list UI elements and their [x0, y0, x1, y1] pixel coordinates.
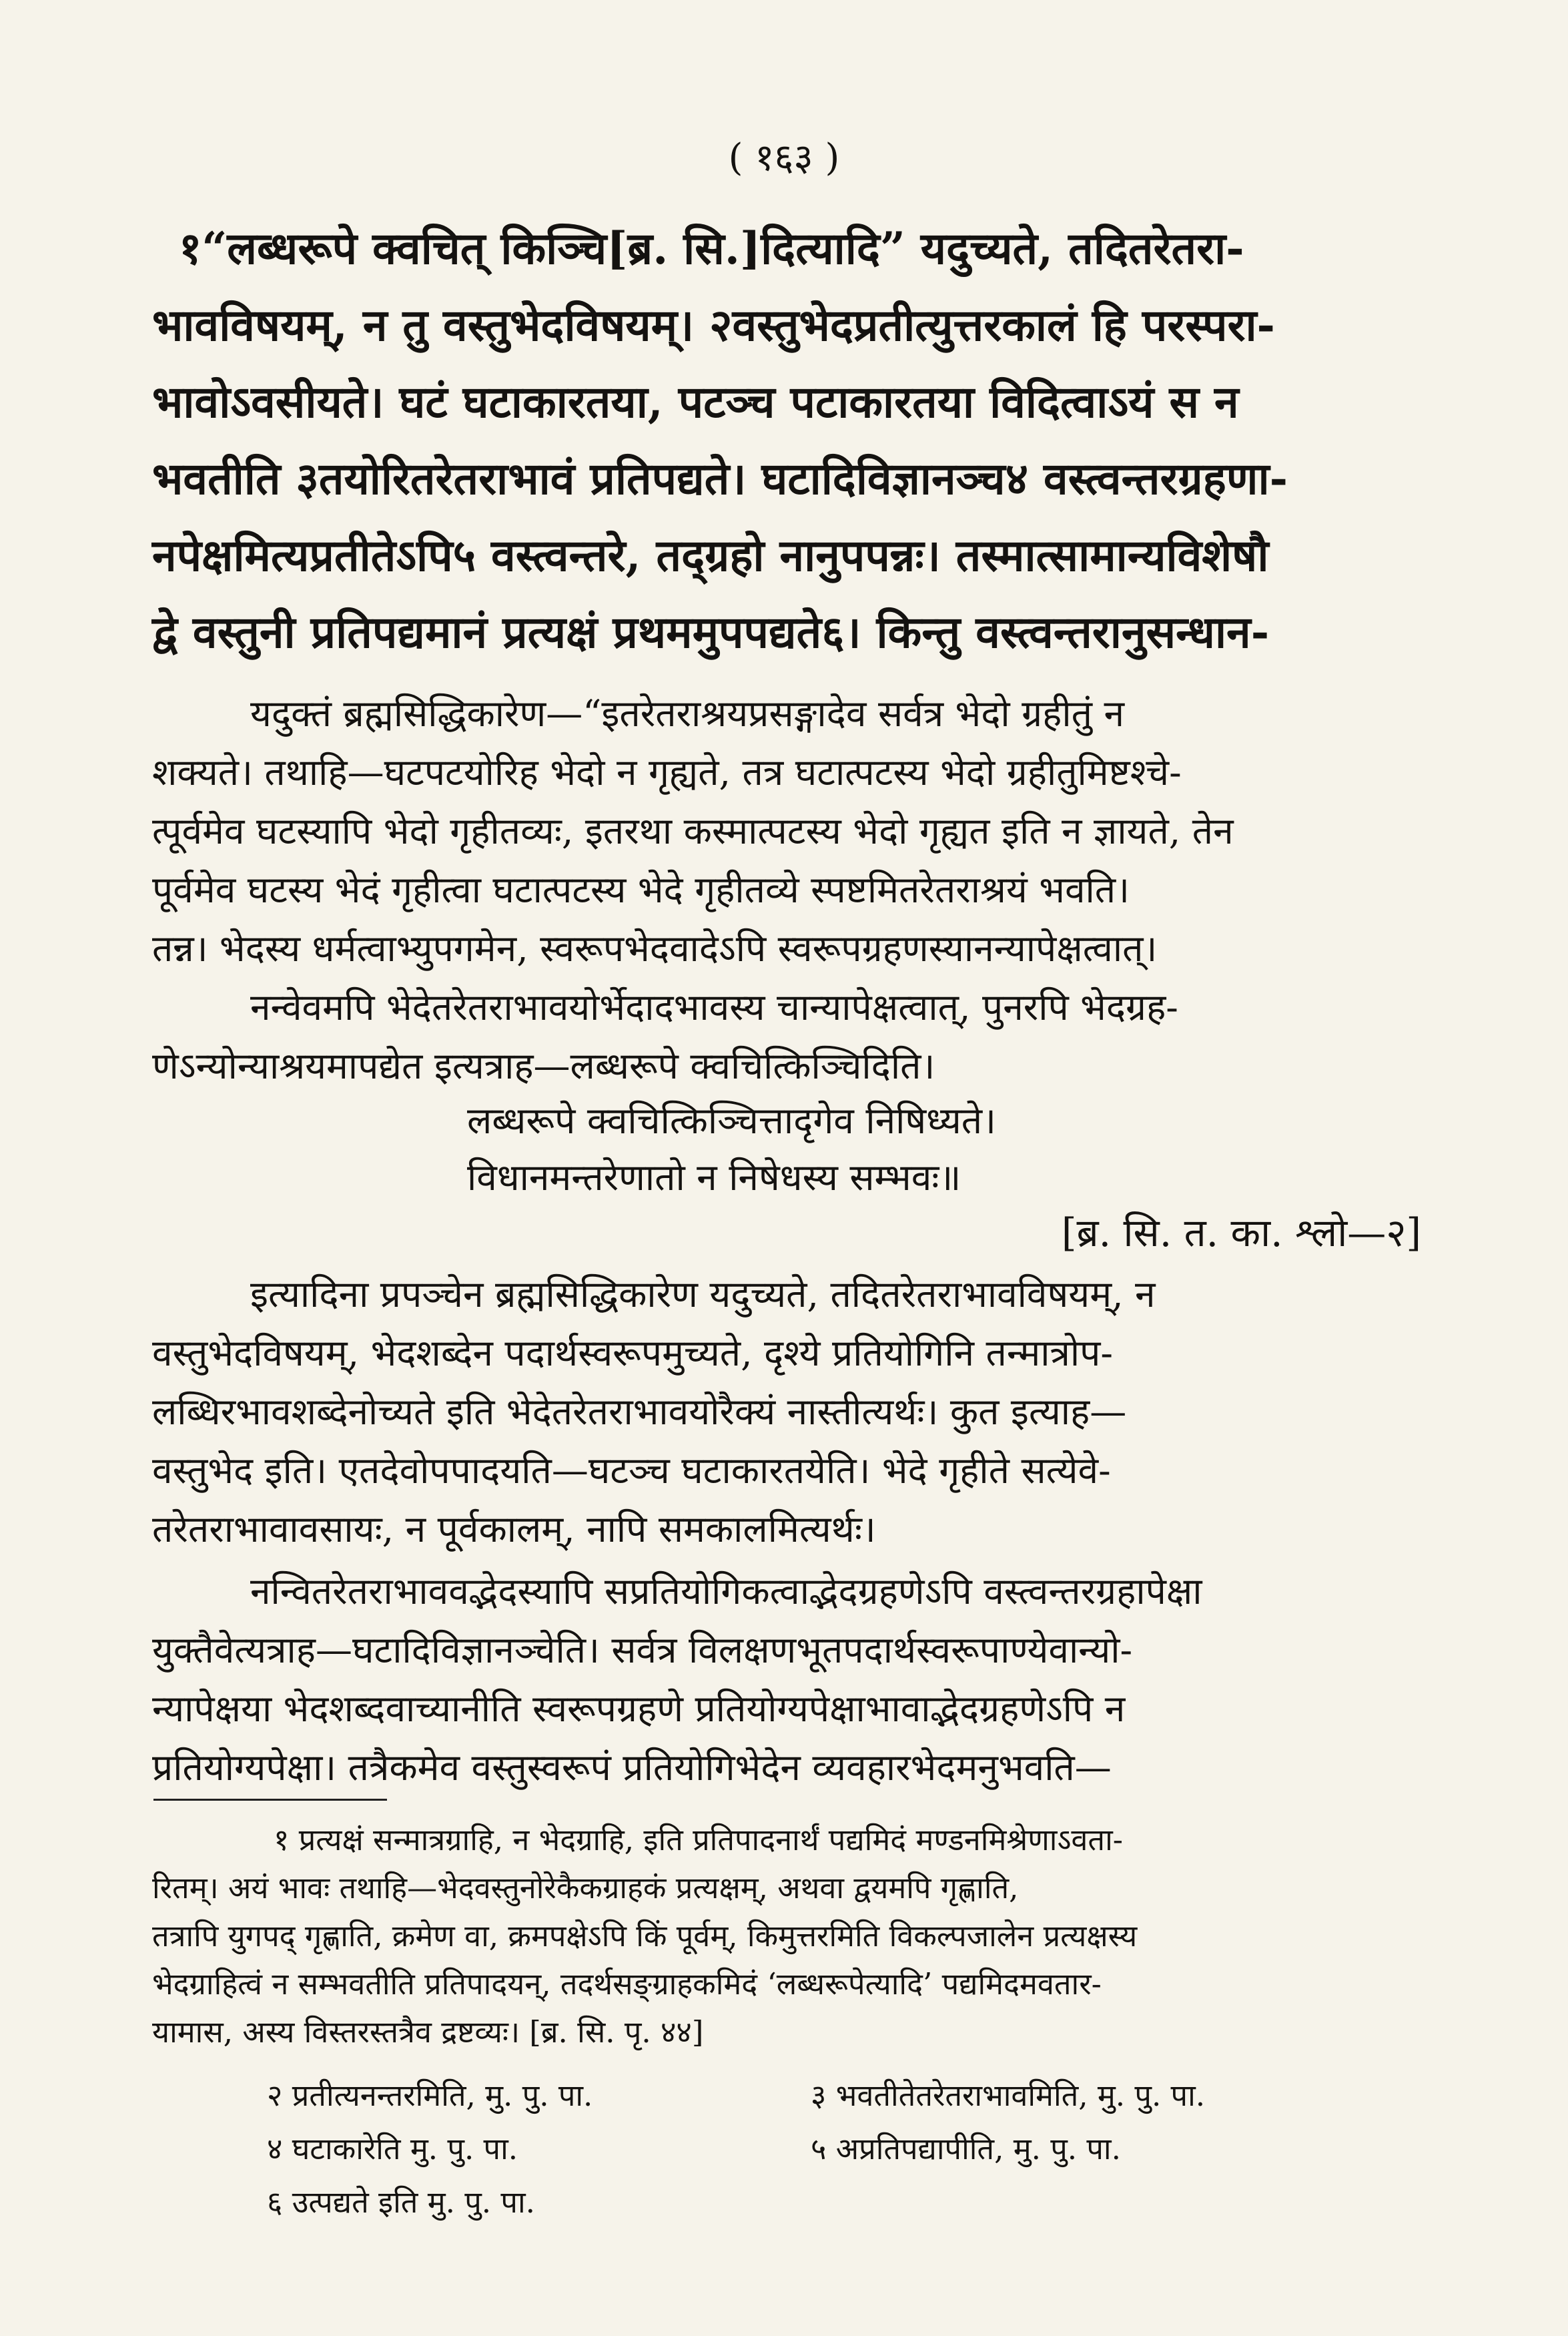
footnote-line: १ प्रत्यक्षं सन्मात्रग्राहि, न भेदग्राहि, इति प्रतिपादनार्थं पद्यमिदं मण्डनमिश्रेणाऽवता-: [274, 1822, 1123, 1857]
verse-line: विधानमन्तरेणातो न निषेधस्य सम्भवः॥: [467, 1156, 961, 1199]
main-text-line: भावोऽवसीयते। घटं घटाकारतया, पटञ्च पटाकारतया विदित्वाऽयं स न: [152, 376, 1239, 428]
commentary-line: तरेतराभावावसायः, न पूर्वकालम्, नापि समकालमित्यर्थः।: [152, 1508, 876, 1550]
commentary-line: तन्न। भेदस्य धर्मत्वाभ्युपगमेन, स्वरूपभेदवादेऽपि स्वरूपग्रहणस्यानन्यापेक्षत्वात्।: [152, 927, 1158, 970]
commentary-line: पूर्वमेव घटस्य भेदं गृहीत्वा घटात्पटस्य भेदे गृहीतव्ये स्पष्टमितरेतराश्रयं भवति।: [152, 868, 1130, 911]
footnote-line: भेदग्राहित्वं न सम्भवतीति प्रतिपादयन्, तदर्थसङ्ग्राहकमिदं ‘लब्धरूपेत्यादि’ पद्यमिदमवतार-: [152, 1966, 1102, 2002]
footnote-separator: [153, 1799, 387, 1801]
footnote-line: रितम्। अयं भावः तथाहि—भेदवस्तुनोरेकैकग्राहकं प्रत्यक्षम्, अथवा द्वयमपि गृह्णाति,: [152, 1870, 1019, 1906]
commentary-line: लब्धिरभावशब्देनोच्यते इति भेदेतरेतराभावयोरैक्यं नास्तीत्यर्थः। कुत इत्याह—: [152, 1390, 1127, 1433]
main-text-line: भवतीति ३तयोरितरेतराभावं प्रतिपद्यते। घटादिविज्ञानञ्च४ वस्त्वन्तरग्रहणा-: [152, 453, 1288, 505]
main-text-line: द्वे वस्तुनी प्रतिपद्यमानं प्रत्यक्षं प्रथममुपपद्यते६। किन्तु वस्त्वन्तरानुसन्धान-: [152, 606, 1270, 658]
commentary-line: प्रतियोग्यपेक्षा। तत्रैकमेव वस्तुस्वरूपं प्रतियोगिभेदेन व्यवहारभेदमनुभवति—: [152, 1746, 1112, 1789]
variant-reading: ३ भवतीतेतरेतराभावमिति, मु. पु. पा.: [811, 2078, 1206, 2113]
verse-reference: [ब्र. सि. त. का. श्लो—२]: [1061, 1210, 1421, 1255]
commentary-line: नन्वितरेतराभाववद्भेदस्यापि सप्रतियोगिकत्वाद्भेदग्रहणेऽपि वस्त्वन्तरग्रहापेक्षा: [250, 1570, 1202, 1613]
variant-reading: ५ अप्रतिपद्यापीति, मु. पु. पा.: [811, 2131, 1121, 2166]
commentary-line: त्पूर्वमेव घटस्यापि भेदो गृहीतव्यः, इतरथा कस्मात्पटस्य भेदो गृह्यत इति न ज्ञायते, तेन: [152, 810, 1234, 852]
commentary-line: न्यापेक्षया भेदशब्दवाच्यानीति स्वरूपग्रहणे प्रतियोग्यपेक्षाभावाद्भेदग्रहणेऽपि न: [152, 1687, 1126, 1730]
commentary-line: वस्तुभेदविषयम्, भेदशब्देन पदार्थस्वरूपमुच्यते, दृश्ये प्रतियोगिनि तन्मात्रोप-: [152, 1332, 1113, 1374]
variant-reading: २ प्रतीत्यनन्तरमिति, मु. पु. पा.: [267, 2078, 593, 2113]
footnote-line: यामास, अस्य विस्तरस्तत्रैव द्रष्टव्यः। [ब्र. सि. पृ. ४४]: [152, 2014, 704, 2050]
variant-reading: ६ उत्पद्यते इति मु. पु. पा.: [267, 2184, 535, 2220]
commentary-line: यदुक्तं ब्रह्मसिद्धिकारेण—“इतरेतराश्रयप्रसङ्गादेव सर्वत्र भेदो ग्रहीतुं न: [250, 692, 1124, 735]
commentary-line: इत्यादिना प्रपञ्चेन ब्रह्मसिद्धिकारेण यदुच्यते, तदितरेतराभावविषयम्, न: [250, 1273, 1156, 1316]
main-text-line: नपेक्षमित्यप्रतीतेऽपि५ वस्त्वन्तरे, तद्ग्रहो नानुपपन्नः। तस्मात्सामान्यविशेषौ: [152, 529, 1269, 581]
commentary-line: नन्वेवमपि भेदेतरेतराभावयोर्भेदादभावस्य चान्यापेक्षत्वात्, पुनरपि भेदग्रह-: [250, 986, 1178, 1029]
commentary-line: युक्तैवेत्यत्राह—घटादिविज्ञानञ्चेति। सर्वत्र विलक्षणभूतपदार्थस्वरूपाण्येवान्यो-: [152, 1629, 1133, 1671]
footnote-line: तत्रापि युगपद् गृह्णाति, क्रमेण वा, क्रमपक्षेऽपि किं पूर्वम्, किमुत्तरमिति विकल्पजालेन प्रत्यक्षस्य: [152, 1918, 1138, 1954]
main-text-line: १“लब्धरूपे क्वचित् किञ्चि[ब्र. सि.]दित्यादि” यदुच्यते, तदितरेतरा-: [179, 222, 1244, 274]
commentary-line: वस्तुभेद इति। एतदेवोपपादयति—घटञ्च घटाकारतयेति। भेदे गृहीते सत्येवे-: [152, 1449, 1111, 1492]
variant-reading: ४ घटाकारेति मु. पु. पा.: [267, 2131, 518, 2166]
page-number: ( १६३ ): [728, 136, 840, 180]
verse-line: लब्धरूपे क्वचित्किञ्चित्तादृगेव निषिध्यते।: [467, 1099, 996, 1142]
commentary-line: णेऽन्योन्याश्रयमापद्येत इत्यत्राह—लब्धरूपे क्वचित्किञ्चिदिति।: [152, 1045, 935, 1087]
commentary-line: शक्यते। तथाहि—घटपटयोरिह भेदो न गृह्यते, तत्र घटात्पटस्य भेदो ग्रहीतुमिष्टश्चे-: [152, 751, 1182, 794]
main-text-line: भावविषयम्, न तु वस्तुभेदविषयम्। २वस्तुभेदप्रतीत्युत्तरकालं हि परस्परा-: [152, 299, 1275, 351]
